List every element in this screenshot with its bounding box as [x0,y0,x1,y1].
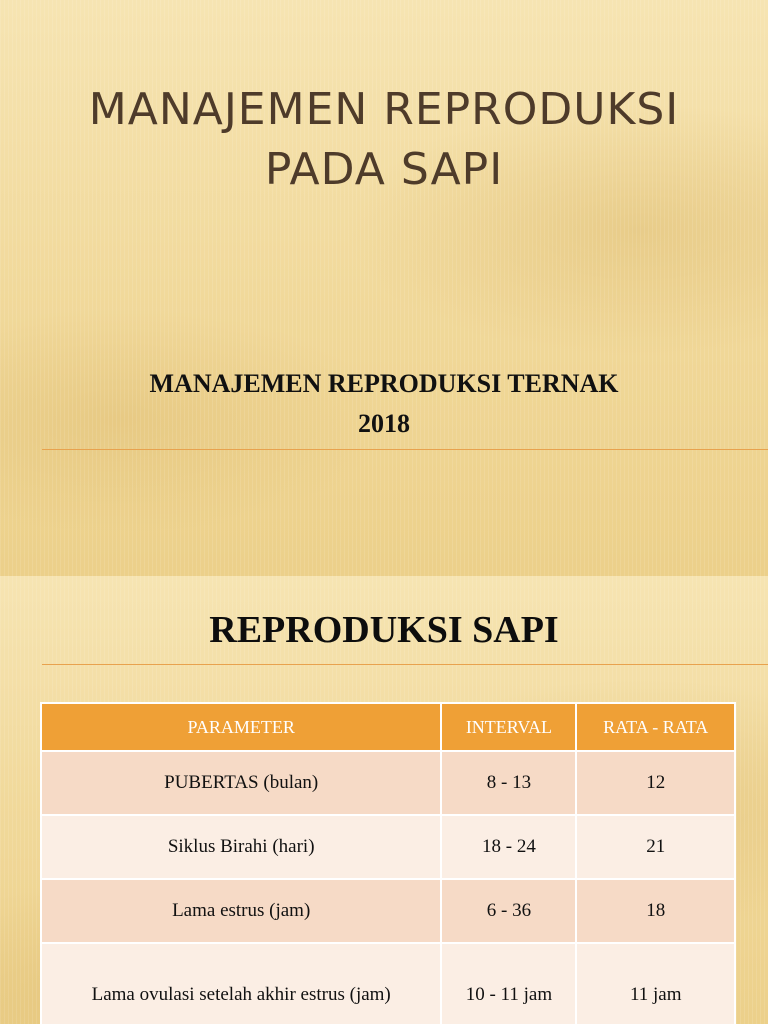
subtitle-line-1: MANAJEMEN REPRODUKSI TERNAK [149,369,619,398]
table-row [41,879,735,943]
header-parameter: PARAMETER [41,703,441,751]
cell-parameter: PUBERTAS (bulan) [41,751,441,815]
subtitle-year: 2018 [358,409,410,438]
cell-parameter: Siklus Birahi (hari) [41,815,441,879]
header-average: RATA - RATA [576,703,735,751]
cell-parameter: Lama ovulasi setelah akhir estrus (jam) [41,943,441,1024]
slide-title-heading [0,80,768,200]
divider-line [42,449,768,450]
cell-average: 11 jam [576,943,735,1024]
table-row [41,943,735,1024]
cell-average: 12 [576,751,735,815]
cell-interval: 18 - 24 [441,815,576,879]
divider-line [42,664,768,665]
cell-interval: 6 - 36 [441,879,576,943]
slide-subtitle [0,364,768,444]
cell-average: 21 [576,815,735,879]
slide-reproduction-table [0,576,768,1024]
title-line-1: MANAJEMEN REPRODUKSI [88,84,680,135]
reproduction-parameters-table [40,702,736,1024]
table-header-row [41,703,735,751]
table-row [41,815,735,879]
cell-parameter: Lama estrus (jam) [41,879,441,943]
header-interval: INTERVAL [441,703,576,751]
table-row [41,751,735,815]
cell-average: 18 [576,879,735,943]
slide2-title: REPRODUKSI SAPI [209,609,559,651]
cell-interval: 8 - 13 [441,751,576,815]
title-line-2: PADA SAPI [264,144,504,195]
cell-interval: 10 - 11 jam [441,943,576,1024]
